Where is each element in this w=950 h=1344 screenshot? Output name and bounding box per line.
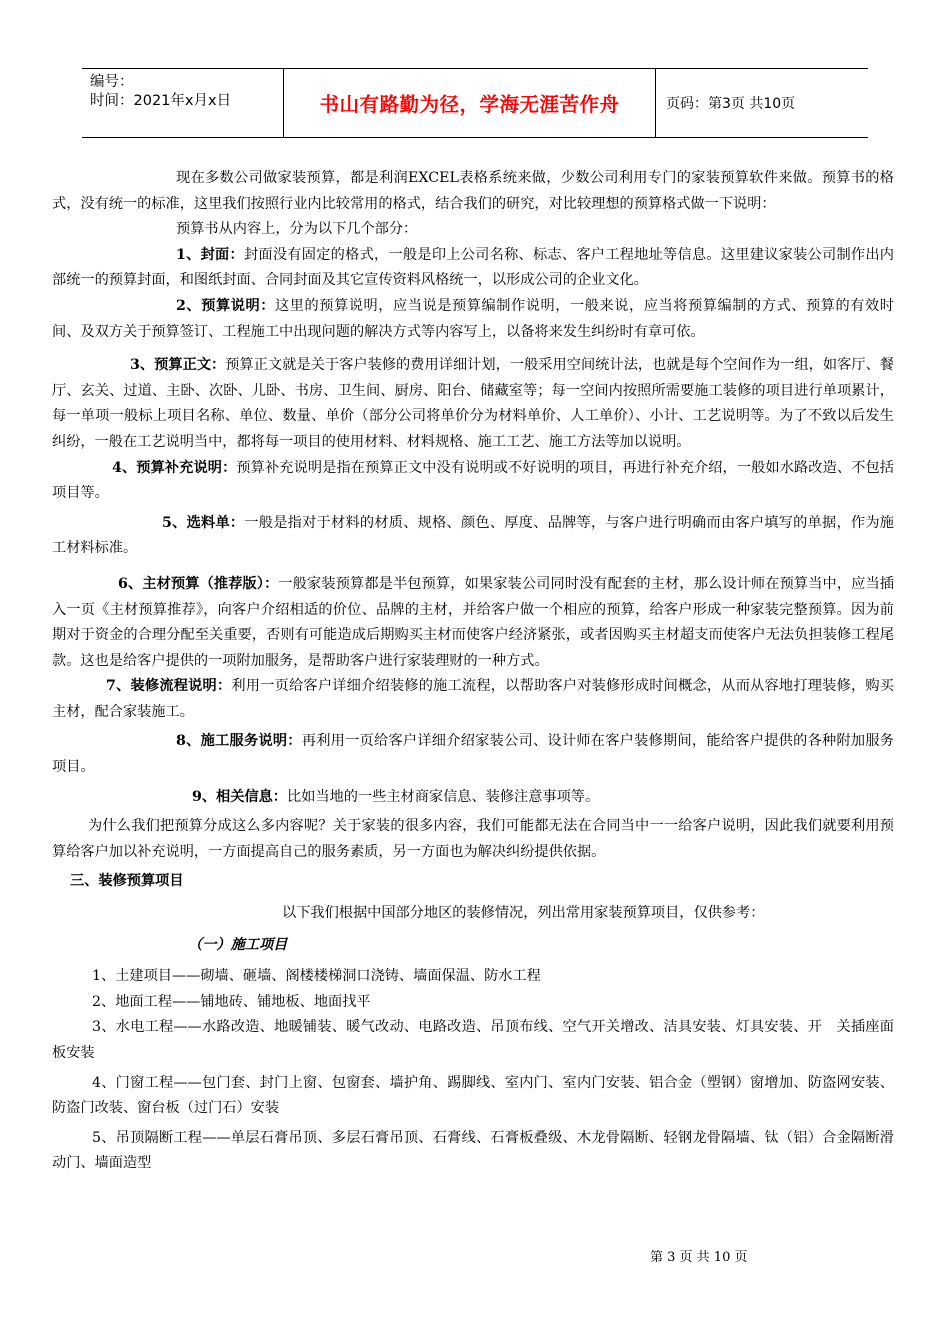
item-paragraph [52,456,894,507]
item-paragraph [52,511,894,562]
item-title: 2、预算说明： [176,297,275,314]
item-text: 利用一页给客户详细介绍装修的施工流程，以帮助客户对装修形成时间概念，从而从容地打理装修，购买主材，配合家装施工。 [52,678,894,720]
item-title: 7、装修流程说明： [106,678,232,695]
list-item: 1、土建项目——砌墙、砸墙、阁楼楼梯洞口浇铸、墙面保温、防水工程 [92,968,541,985]
parts-paragraph: 预算书从内容上，分为以下几个部分： [176,221,418,238]
item-title: 9、相关信息： [192,788,287,805]
item-title: 3、预算正文： [130,357,226,374]
header-motto-cell [284,69,656,137]
section-intro: 以下我们根据中国部分地区的装修情况，列出常用家装预算项目，仅供参考： [282,905,765,922]
item-text: 预算正文就是关于客户装修的费用详细计划，一般采用空间统计法，也就是每个空间作为一组，如客厅、餐厅、玄关、过道、主卧、次卧、儿卧、书房、卫生间、厨房、阳台、储藏室等；每一空间内按照所需要施工装修的项目进行单项累计，每一单项一般标上项目名称、单位、数量、单价（部分公司将单价分为材料单价、人工单价）、小计、工艺说明等。为了不致以后发生纠纷，一般在工艺说明当中，都将每一项目的使用材料、材料规格、施工工艺、施工方法等加以说明。 [52,357,894,450]
list-item: 4、门窗工程——包门套、封门上窗、包窗套、墙护角、踢脚线、室内门、室内门安装、铝合金（塑钢）窗增加、防盗网安装、防盗门改装、窗台板（过门石）安装 [52,1074,894,1117]
item-title: 6、主材预算（推荐版）： [118,575,279,592]
document-body [52,166,894,1177]
item-paragraph [52,785,894,811]
header-meta [82,69,284,137]
item-paragraph [52,294,894,345]
document-time-label: 时间：2021年x月x日 [90,93,232,109]
item-text: 再利用一页给客户详细介绍家装公司、设计师在客户装修期间，能给客户提供的各种附加服务项目。 [52,733,894,776]
why-paragraph: 为什么我们把预算分成这么多内容呢？关于家装的很多内容，我们可能都无法在合同当中一一给客户说明，因此我们就要利用预算给客户加以补充说明，一方面提高自己的服务素质，另一方面也为解决纠纷提供依据。 [52,818,894,860]
list-item: 2、地面工程——铺地砖、铺地板、地面找平 [92,993,371,1010]
item-text: 比如当地的一些主材商家信息、装修注意事项等。 [287,788,600,805]
list-item: 5、吊顶隔断工程——单层石膏吊顶、多层石膏吊顶、石膏线、石膏板叠级、木龙骨隔断、轻钢龙骨隔墙、钛（铝）合金隔断滑动门、墙面造型 [52,1129,894,1172]
header-motto: 书山有路勤为径，学海无涯苦作舟 [319,93,620,116]
item-paragraph [52,674,894,725]
item-text: 封面没有固定的格式，一般是印上公司名称、标志、客户工程地址等信息。这里建议家装公司制作出内部统一的预算封面，和图纸封面、合同封面及其它宣传资料风格统一，以形成公司的企业文化。 [52,246,894,289]
page-footer: 第 3 页 共 10 页 [650,1250,748,1265]
intro-paragraph: 现在多数公司做家装预算，都是利润EXCEL表格系统来做，少数公司利用专门的家装预算软件来做。预算书的格式，没有统一的标准，这里我们按照行业内比较常用的格式，结合我们的研究，对比较理想的预算格式做一下说明： [52,170,894,212]
item-paragraph [52,353,894,455]
header-page-number: 页码：第3页 共10页 [666,96,796,112]
item-title: 4、预算补充说明： [112,459,237,476]
item-paragraph [52,243,894,294]
subsection-heading: （一）施工项目 [188,936,288,953]
list-item: 3、水电工程——水路改造、地暖铺装、暖气改动、电路改造、吊顶布线、空气开关增改、洁具安装、灯具安装、开 关插座面板安装 [52,1019,894,1061]
item-paragraph [52,572,894,674]
item-paragraph [52,729,894,780]
item-text: 一般家装预算都是半包预算，如果家装公司同时没有配套的主材，那么设计师在预算当中，应当插入一页《主材预算推荐》，向客户介绍相适的价位、品牌的主材，并给客户做一个相应的预算，给客户形成一种家装完整预算。因为前期对于资金的合理分配至关重要，否则有可能造成后期购买主材而使客户经济紧张，或者因购买主材超支而使客户无法负担装修工程尾款。这也是给客户提供的一项附加服务，是帮助客户进行家装理财的一种方式。 [52,575,894,669]
section-heading: 三、装修预算项目 [70,873,184,890]
item-title: 8、施工服务说明： [176,733,302,750]
item-title: 1、封面： [176,246,244,263]
item-text: 这里的预算说明，应当说是预算编制作说明，一般来说，应当将预算编制的方式、预算的有效时间、及双方关于预算签订、工程施工中出现问题的解决方式等内容写上，以备将来发生纠纷时有章可依。 [52,297,894,340]
item-title: 5、选料单： [162,514,245,531]
header-page-cell [656,69,868,137]
page-header [82,68,868,138]
item-text: 预算补充说明是指在预算正文中没有说明或不好说明的项目，再进行补充介绍，一般如水路改造、不包括项目等。 [52,459,894,502]
document-number-label: 编号： [90,74,134,90]
item-text: 一般是指对于材料的材质、规格、颜色、厚度、品牌等，与客户进行明确而由客户填写的单据，作为施工材料标准。 [52,514,894,557]
